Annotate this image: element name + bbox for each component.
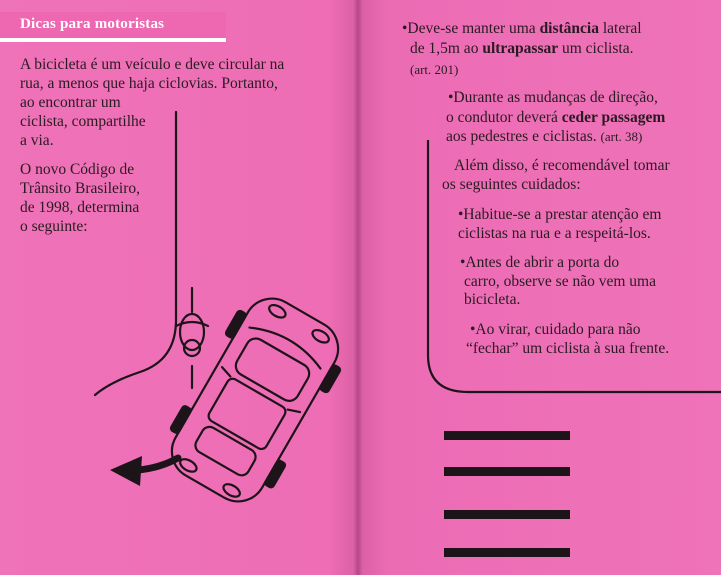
- left-para2-line4: o seguinte:: [20, 218, 88, 235]
- left-para1-line4: ciclista, compartilhe: [20, 113, 146, 130]
- crosswalk-stripe: [444, 548, 570, 557]
- left-para1-line1: A bicicleta é um veículo e deve circular na: [20, 56, 285, 73]
- intro-line2: os seguintes cuidados:: [442, 176, 581, 193]
- left-para1-line3: ao encontrar um: [20, 94, 121, 111]
- rule1-ref: (art. 201): [410, 62, 459, 77]
- rule1-line2: de 1,5m ao ultrapassar um ciclista.: [410, 40, 634, 57]
- crosswalk-stripe: [444, 510, 570, 519]
- crosswalk-stripe: [444, 467, 570, 476]
- intro-line1: Além disso, é recomendável tomar: [454, 157, 670, 174]
- section-title: Dicas para motoristas: [20, 16, 165, 32]
- rule2-line3: aos pedestres e ciclistas. (art. 38): [446, 128, 643, 145]
- left-para2-line1: O novo Código de: [20, 161, 135, 178]
- tip3-line1: •Ao virar, cuidado para não: [470, 321, 641, 338]
- rule1-line1: •Deve-se manter uma distância lateral: [402, 20, 642, 37]
- left-para1-line2: rua, a menos que haja ciclovias. Portanto,: [20, 75, 278, 92]
- car-turning-with-cyclist-illustration: [0, 0, 358, 575]
- tip2-line3: bicicleta.: [464, 291, 521, 308]
- crosswalk-stripe: [444, 431, 570, 440]
- left-para1-line5: a via.: [20, 132, 54, 149]
- tip2-line2: carro, observe se não vem uma: [464, 273, 656, 290]
- rule2-line1: •Durante as mudanças de direção,: [448, 89, 658, 106]
- rule2-line2: o condutor deverá ceder passagem: [446, 109, 666, 126]
- tip1-line2: ciclistas na rua e a respeitá-los.: [458, 225, 651, 242]
- tip2-line1: •Antes de abrir a porta do: [460, 254, 620, 271]
- left-para2-line3: de 1998, determina: [20, 199, 140, 216]
- tip3-line2: “fechar” um ciclista à sua frente.: [466, 340, 670, 357]
- left-para2-line2: Trânsito Brasileiro,: [20, 180, 140, 197]
- tip1-line1: •Habitue-se a prestar atenção em: [458, 206, 662, 223]
